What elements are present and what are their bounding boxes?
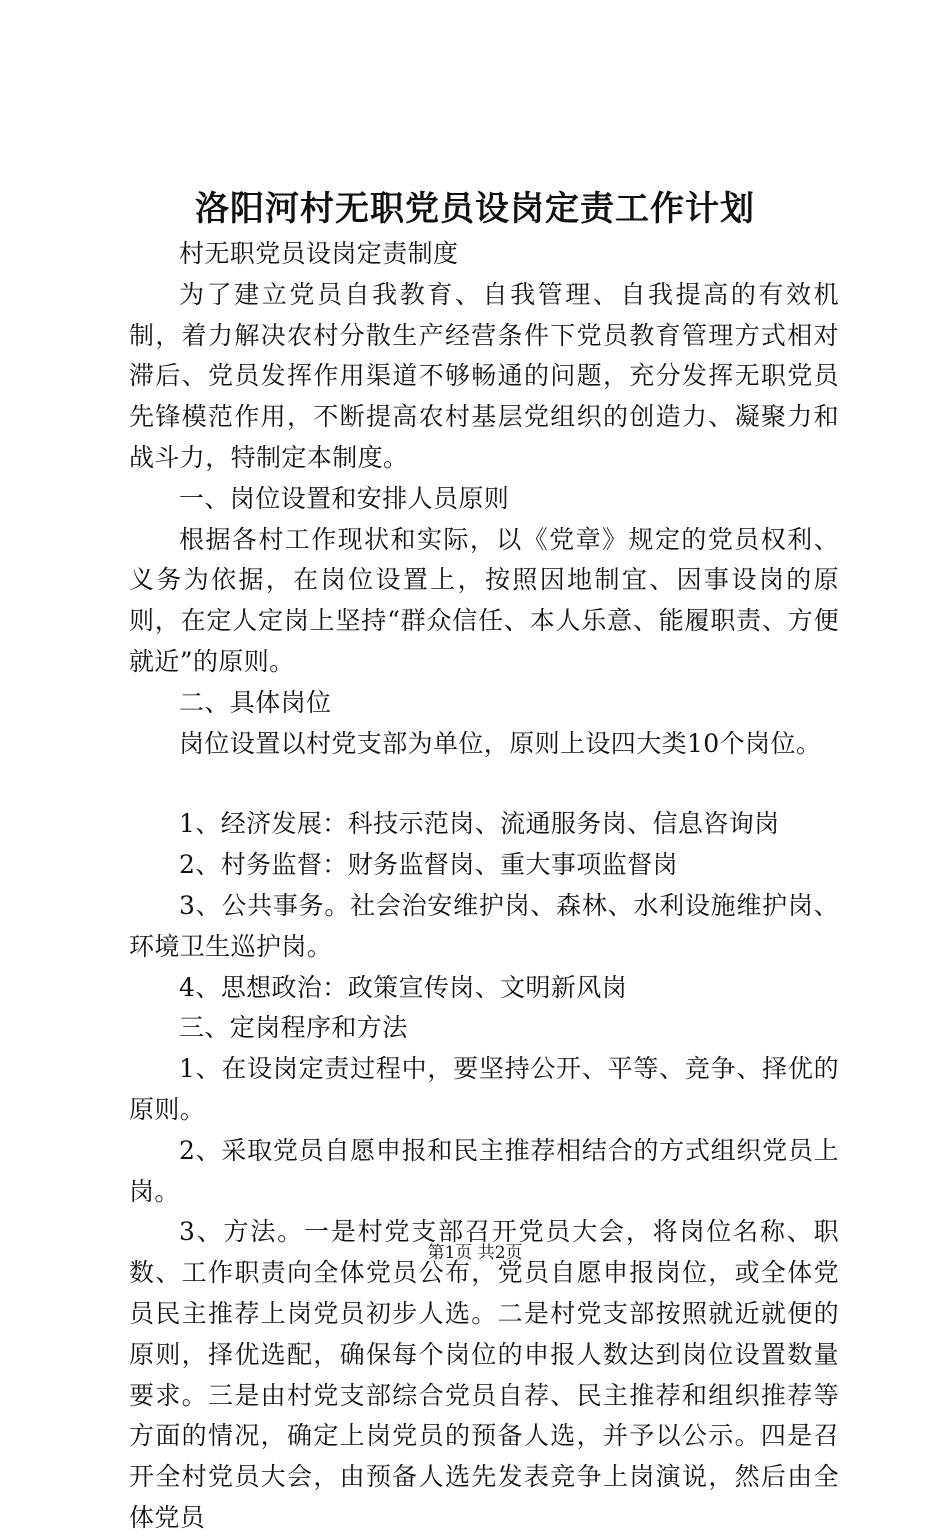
paragraph-post-setup: 岗位设置以村党支部为单位，原则上设四大类10个岗位。: [179, 728, 822, 758]
procedure-item-1: 1、在设岗定责过程中，要坚持公开、平等、竞争、择优的原则。: [129, 1054, 839, 1124]
blank-line: [129, 764, 839, 804]
procedure-item-3: 3、方法。一是村党支部召开党员大会，将岗位名称、职数、工作职责向全体党员公布，党员自愿申报岗位，或全体党员民主推荐上岗党员初步人选。二是村党支部按照就近就便的原则，择优选配，确保每个岗位的申报人数达到岗位设置数量要求。三是由村党支部综合党员自荐、民主推荐和组织推荐等方面的情况，确定上岗党员的预备人选，并予以公示。四是召开全村党员大会，由预备人选先发表竞争上岗演说，然后由全体党员: [129, 1217, 839, 1532]
page-number: 第1页 共2页: [427, 1243, 523, 1263]
section-heading-2: 二、具体岗位: [179, 687, 332, 717]
list-item-economic: 1、经济发展：科技示范岗、流通服务岗、信息咨询岗: [179, 809, 780, 839]
list-item-public-affairs: 3、公共事务。社会治安维护岗、森林、水利设施维护岗、环境卫生巡护岗。: [129, 890, 839, 961]
paragraph-principles: 根据各村工作现状和实际，以《党章》规定的党员权利、义务为依据，在岗位设置上，按照因地制宜、因事设岗的原则，在定人定岗上坚持“群众信任、本人乐意、能履职责、方便就近”的原则。: [129, 524, 839, 676]
section-heading-1: 一、岗位设置和安排人员原则: [179, 483, 510, 513]
document-body: [129, 234, 839, 1539]
list-item-ideology: 4、思想政治：政策宣传岗、文明新风岗: [179, 972, 628, 1002]
list-item-supervision: 2、村务监督：财务监督岗、重大事项监督岗: [179, 850, 678, 880]
section-heading-3: 三、定岗程序和方法: [179, 1013, 408, 1043]
document-title: 洛阳河村无职党员设岗定责工作计划: [195, 189, 755, 229]
procedure-item-2: 2、采取党员自愿申报和民主推荐相结合的方式组织党员上岗。: [129, 1135, 839, 1206]
paragraph-heading-system: 村无职党员设岗定责制度: [179, 239, 459, 268]
paragraph-intro: 为了建立党员自我教育、自我管理、自我提高的有效机制，着力解决农村分散生产经营条件下党员教育管理方式相对滞后、党员发挥作用渠道不够畅通的问题，充分发挥无职党员先锋模范作用，不断提高农村基层党组织的创造力、凝聚力和战斗力，特制定本制度。: [129, 279, 839, 472]
